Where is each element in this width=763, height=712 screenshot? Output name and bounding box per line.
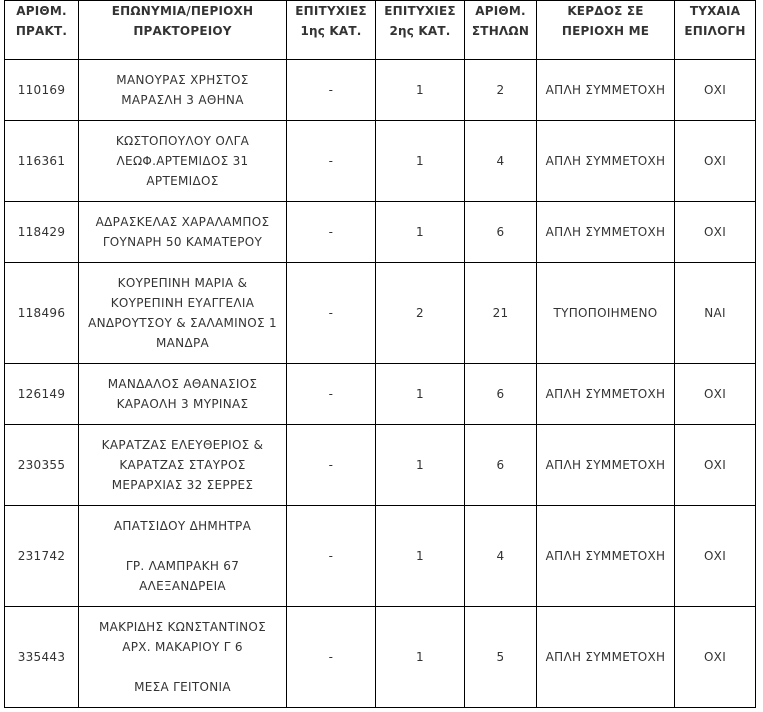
header-line: ΠΕΡΙΟΧΗ ΜΕ xyxy=(561,24,650,38)
table-row xyxy=(5,202,756,263)
cell-wins-cat2: 1 xyxy=(376,607,465,708)
name-line: ΜΑΝΟΥΡΑΣ ΧΡΗΣΤΟΣ xyxy=(116,73,249,87)
cell-prize-type: ΑΠΛΗ ΣΥΜΜΕΤΟΧΗ xyxy=(537,364,675,425)
cell-agency-no: 230355 xyxy=(5,425,79,506)
name-line: ΚΩΣΤΟΠΟΥΛΟΥ ΟΛΓΑ xyxy=(115,134,250,148)
cell-agency-no: 118429 xyxy=(5,202,79,263)
cell-columns-count: 5 xyxy=(465,607,537,708)
name-line: ΚΟΥΡΕΠΙΝΗ ΜΑΡΙΑ & xyxy=(117,276,248,290)
cell-name-area xyxy=(79,202,287,263)
name-line: ΜΑΝΔΑΛΟΣ ΑΘΑΝΑΣΙΟΣ xyxy=(107,377,258,391)
cell-prize-type: ΑΠΛΗ ΣΥΜΜΕΤΟΧΗ xyxy=(537,506,675,607)
cell-random-pick: ΟΧΙ xyxy=(675,506,756,607)
cell-wins-cat2: 1 xyxy=(376,202,465,263)
name-line: ΚΟΥΡΕΠΙΝΗ ΕΥΑΓΓΕΛΙΑ xyxy=(110,296,255,310)
header-line: ΕΠΙΤΥΧΙΕΣ xyxy=(295,4,367,18)
cell-name-area xyxy=(79,425,287,506)
cell-random-pick: ΟΧΙ xyxy=(675,425,756,506)
cell-name-area xyxy=(79,263,287,364)
name-line: ΑΔΡΑΣΚΕΛΑΣ ΧΑΡΑΛΑΜΠΟΣ xyxy=(95,215,270,229)
name-line: ΚΑΡΑΤΖΑΣ ΣΤΑΥΡΟΣ xyxy=(119,458,246,472)
cell-wins-cat1: - xyxy=(287,506,376,607)
cell-wins-cat2: 1 xyxy=(376,425,465,506)
cell-columns-count: 6 xyxy=(465,202,537,263)
cell-random-pick: ΟΧΙ xyxy=(675,60,756,121)
cell-prize-type: ΤΥΠΟΠΟΙΗΜΕΝΟ xyxy=(537,263,675,364)
cell-random-pick: ΟΧΙ xyxy=(675,202,756,263)
cell-columns-count: 4 xyxy=(465,121,537,202)
table-row xyxy=(5,121,756,202)
cell-random-pick: ΝΑΙ xyxy=(675,263,756,364)
cell-name-area xyxy=(79,607,287,708)
name-line: ΜΑΡΑΣΛΗ 3 ΑΘΗΝΑ xyxy=(121,93,244,107)
cell-agency-no: 126149 xyxy=(5,364,79,425)
cell-columns-count: 21 xyxy=(465,263,537,364)
name-line: ΑΡΧ. ΜΑΚΑΡΙΟΥ Γ 6 xyxy=(122,640,243,654)
cell-prize-type: ΑΠΛΗ ΣΥΜΜΕΤΟΧΗ xyxy=(537,425,675,506)
cell-wins-cat2: 1 xyxy=(376,506,465,607)
cell-random-pick: ΟΧΙ xyxy=(675,364,756,425)
agencies-results-table xyxy=(4,0,756,708)
cell-wins-cat1: - xyxy=(287,364,376,425)
header-line: ΕΠΙΤΥΧΙΕΣ xyxy=(384,4,456,18)
cell-prize-type: ΑΠΛΗ ΣΥΜΜΕΤΟΧΗ xyxy=(537,607,675,708)
name-line: ΚΑΡΑΟΛΗ 3 ΜΥΡΙΝΑΣ xyxy=(116,397,249,411)
cell-name-area xyxy=(79,506,287,607)
cell-wins-cat2: 1 xyxy=(376,60,465,121)
name-line: ΑΝΔΡΟΥΤΣΟΥ & ΣΑΛΑΜΙΝΟΣ 1 xyxy=(88,316,277,330)
cell-agency-no: 335443 xyxy=(5,607,79,708)
cell-agency-no: 116361 xyxy=(5,121,79,202)
header-random-pick xyxy=(675,1,756,60)
header-agency-no xyxy=(5,1,79,60)
cell-agency-no: 231742 xyxy=(5,506,79,607)
header-line: ΠΡΑΚΤΟΡΕΙΟΥ xyxy=(133,24,232,38)
name-line: ΛΕΩΦ.ΑΡΤΕΜΙΔΟΣ 31 xyxy=(116,154,249,168)
header-line: ΑΡΙΘΜ. xyxy=(475,4,526,18)
cell-random-pick: ΟΧΙ xyxy=(675,607,756,708)
cell-agency-no: 110169 xyxy=(5,60,79,121)
cell-columns-count: 6 xyxy=(465,425,537,506)
name-line: ΓΟΥΝΑΡΗ 50 ΚΑΜΑΤΕΡΟΥ xyxy=(102,235,263,249)
cell-prize-type: ΑΠΛΗ ΣΥΜΜΕΤΟΧΗ xyxy=(537,60,675,121)
header-line: ΕΠΙΛΟΓΗ xyxy=(684,24,746,38)
header-columns-count xyxy=(465,1,537,60)
name-line: ΜΑΝΔΡΑ xyxy=(156,336,209,350)
cell-random-pick: ΟΧΙ xyxy=(675,121,756,202)
name-line xyxy=(81,657,284,677)
cell-wins-cat2: 1 xyxy=(376,364,465,425)
table-header-row xyxy=(5,1,756,60)
cell-wins-cat1: - xyxy=(287,60,376,121)
cell-prize-type: ΑΠΛΗ ΣΥΜΜΕΤΟΧΗ xyxy=(537,121,675,202)
header-wins-cat1 xyxy=(287,1,376,60)
cell-agency-no: 118496 xyxy=(5,263,79,364)
cell-wins-cat1: - xyxy=(287,121,376,202)
name-line xyxy=(81,536,284,556)
table-row xyxy=(5,263,756,364)
table-body xyxy=(5,60,756,708)
cell-columns-count: 4 xyxy=(465,506,537,607)
name-line: ΚΑΡΑΤΖΑΣ ΕΛΕΥΘΕΡΙΟΣ & xyxy=(101,438,264,452)
cell-wins-cat1: - xyxy=(287,263,376,364)
name-line: ΑΛΕΞΑΝΔΡΕΙΑ xyxy=(139,579,226,593)
cell-columns-count: 2 xyxy=(465,60,537,121)
cell-name-area xyxy=(79,364,287,425)
cell-wins-cat1: - xyxy=(287,202,376,263)
header-wins-cat2 xyxy=(376,1,465,60)
header-line: 1ης ΚΑΤ. xyxy=(300,24,362,38)
header-name-area xyxy=(79,1,287,60)
cell-wins-cat1: - xyxy=(287,607,376,708)
cell-columns-count: 6 xyxy=(465,364,537,425)
table-row xyxy=(5,607,756,708)
cell-wins-cat2: 2 xyxy=(376,263,465,364)
cell-name-area xyxy=(79,60,287,121)
table-row xyxy=(5,506,756,607)
name-line: ΜΕΡΑΡΧΙΑΣ 32 ΣΕΡΡΕΣ xyxy=(111,478,254,492)
name-line: ΑΠΑΤΣΙΔΟΥ ΔΗΜΗΤΡΑ xyxy=(113,519,252,533)
header-line: 2ης ΚΑΤ. xyxy=(389,24,451,38)
header-line: ΤΥΧΑΙΑ xyxy=(689,4,741,18)
cell-wins-cat1: - xyxy=(287,425,376,506)
header-line: ΣΤΗΛΩΝ xyxy=(471,24,530,38)
header-line: ΚΕΡΔΟΣ ΣΕ xyxy=(567,4,644,18)
cell-name-area xyxy=(79,121,287,202)
header-line: ΠΡΑΚΤ. xyxy=(15,24,68,38)
table-row xyxy=(5,60,756,121)
header-prize-type xyxy=(537,1,675,60)
name-line: ΓΡ. ΛΑΜΠΡΑΚΗ 67 xyxy=(125,559,240,573)
name-line: ΜΕΣΑ ΓΕΙΤΟΝΙΑ xyxy=(134,680,231,694)
cell-wins-cat2: 1 xyxy=(376,121,465,202)
table-row xyxy=(5,364,756,425)
header-line: ΑΡΙΘΜ. xyxy=(16,4,67,18)
header-line: ΕΠΩΝΥΜΙΑ/ΠΕΡΙΟΧΗ xyxy=(111,4,254,18)
name-line: ΑΡΤΕΜΙΔΟΣ xyxy=(146,174,219,188)
cell-prize-type: ΑΠΛΗ ΣΥΜΜΕΤΟΧΗ xyxy=(537,202,675,263)
table-row xyxy=(5,425,756,506)
name-line: ΜΑΚΡΙΔΗΣ ΚΩΝΣΤΑΝΤΙΝΟΣ xyxy=(98,620,267,634)
